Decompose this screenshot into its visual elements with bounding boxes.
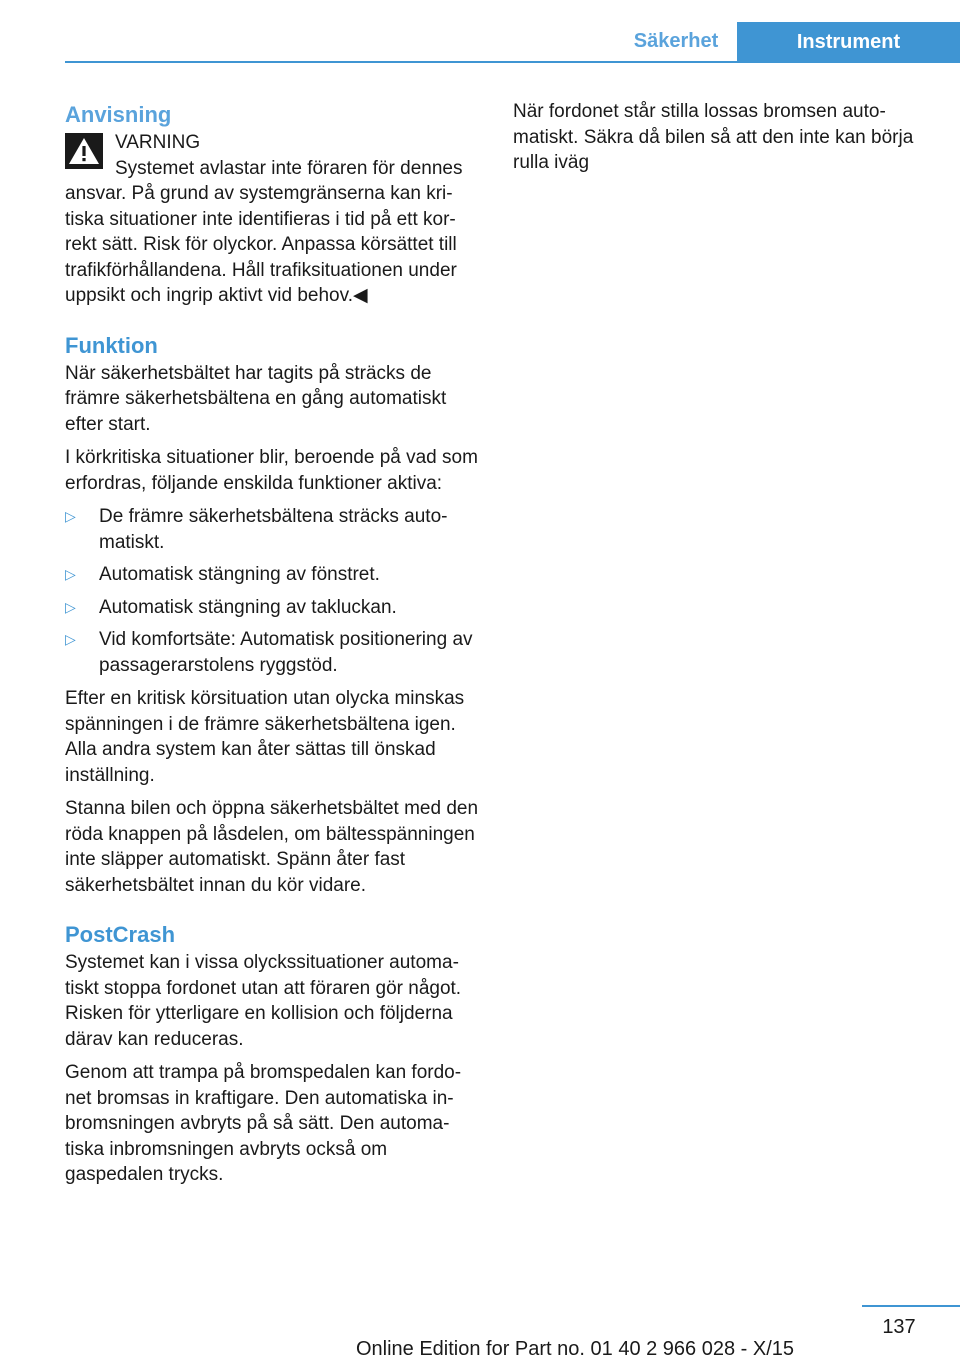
function-list bbox=[65, 504, 480, 678]
list-item-text: Automatisk stängning av fönstret. bbox=[99, 564, 380, 585]
postcrash-paragraph-2: Genom att trampa på bromspedalen kan fordonet bromsas in kraftigare. Den automatiska inbromsningen avbryts på så sätt. Den automatiska inbromsningen avbryts också om gaspedalen trycks. bbox=[65, 1062, 462, 1185]
right-column bbox=[513, 99, 933, 184]
left-column bbox=[65, 100, 480, 1196]
warning-title: VARNING bbox=[115, 132, 201, 153]
anvisning-heading: Anvisning bbox=[65, 102, 172, 127]
triangle-bullet-icon: ▷ bbox=[65, 631, 76, 647]
funktion-paragraph-4: Stanna bilen och öppna säkerhetsbältet med den röda knappen på låsdelen, om bältesspänningen inte släpper automatiskt. Spänn åter fast säkerhetsbältet innan du kör vidare. bbox=[65, 798, 479, 896]
warning-text: Systemet avlastar inte föraren för dennes ansvar. På grund av systemgränserna kan kritiska situationer inte identifieras i tid på ett korrekt sätt. Risk för olyckor. Anpassa körsättet till trafikförhållandena. Håll trafiksituationen under uppsikt och ingrip aktivt vid behov.◀ bbox=[65, 157, 463, 306]
footer-edition bbox=[0, 1338, 960, 1361]
list-item bbox=[65, 562, 480, 588]
page-number: 137 bbox=[882, 1316, 916, 1338]
postcrash-paragraph-1: Systemet kan i vissa olyckssituationer automatiskt stoppa fordonet utan att föraren gör något. Risken för ytterligare en kollision och följderna därav kan reduceras. bbox=[65, 952, 462, 1050]
triangle-bullet-icon: ▷ bbox=[65, 508, 76, 524]
warning-triangle-icon bbox=[65, 133, 103, 169]
list-item-text: Vid komfortsäte: Automatisk positionering av passagerarstolens ryggstöd. bbox=[99, 629, 473, 676]
list-item bbox=[65, 504, 480, 555]
list-item bbox=[65, 627, 480, 678]
list-item-text: Automatisk stängning av takluckan. bbox=[99, 596, 397, 618]
funktion-paragraph-1: När säkerhetsbältet har tagits på sträcks de främre säkerhetsbältena en gång automatiskt efter start. bbox=[65, 362, 447, 435]
postcrash-heading: PostCrash bbox=[65, 922, 176, 947]
triangle-bullet-icon: ▷ bbox=[65, 598, 76, 615]
footer-rule bbox=[862, 1305, 960, 1307]
tab-instrument[interactable]: Instrument bbox=[737, 22, 960, 63]
tab-sakerhet[interactable]: Säkerhet bbox=[633, 30, 719, 52]
triangle-bullet-icon: ▷ bbox=[65, 566, 76, 582]
warning-block bbox=[65, 130, 480, 309]
footer-edition-text: Online Edition for Part no. 01 40 2 966 028 - X/15 bbox=[355, 1338, 795, 1360]
funktion-heading: Funktion bbox=[65, 332, 158, 358]
right-paragraph-1: När fordonet står stilla lossas bromsen automatiskt. Säkra då bilen så att den inte kan börja rulla iväg bbox=[513, 101, 914, 173]
funktion-paragraph-2: I körkritiska situationer blir, beroende på vad som erfordras, följande enskilda funktioner aktiva: bbox=[65, 447, 478, 494]
list-item-text: De främre säkerhetsbältena sträcks automatiskt. bbox=[99, 506, 448, 553]
list-item bbox=[65, 595, 480, 621]
funktion-paragraph-3: Efter en kritisk körsituation utan olycka minskas spänningen i de främre säkerhetsbältena igen. Alla andra system kan åter sättas till önskad inställning. bbox=[65, 688, 465, 786]
